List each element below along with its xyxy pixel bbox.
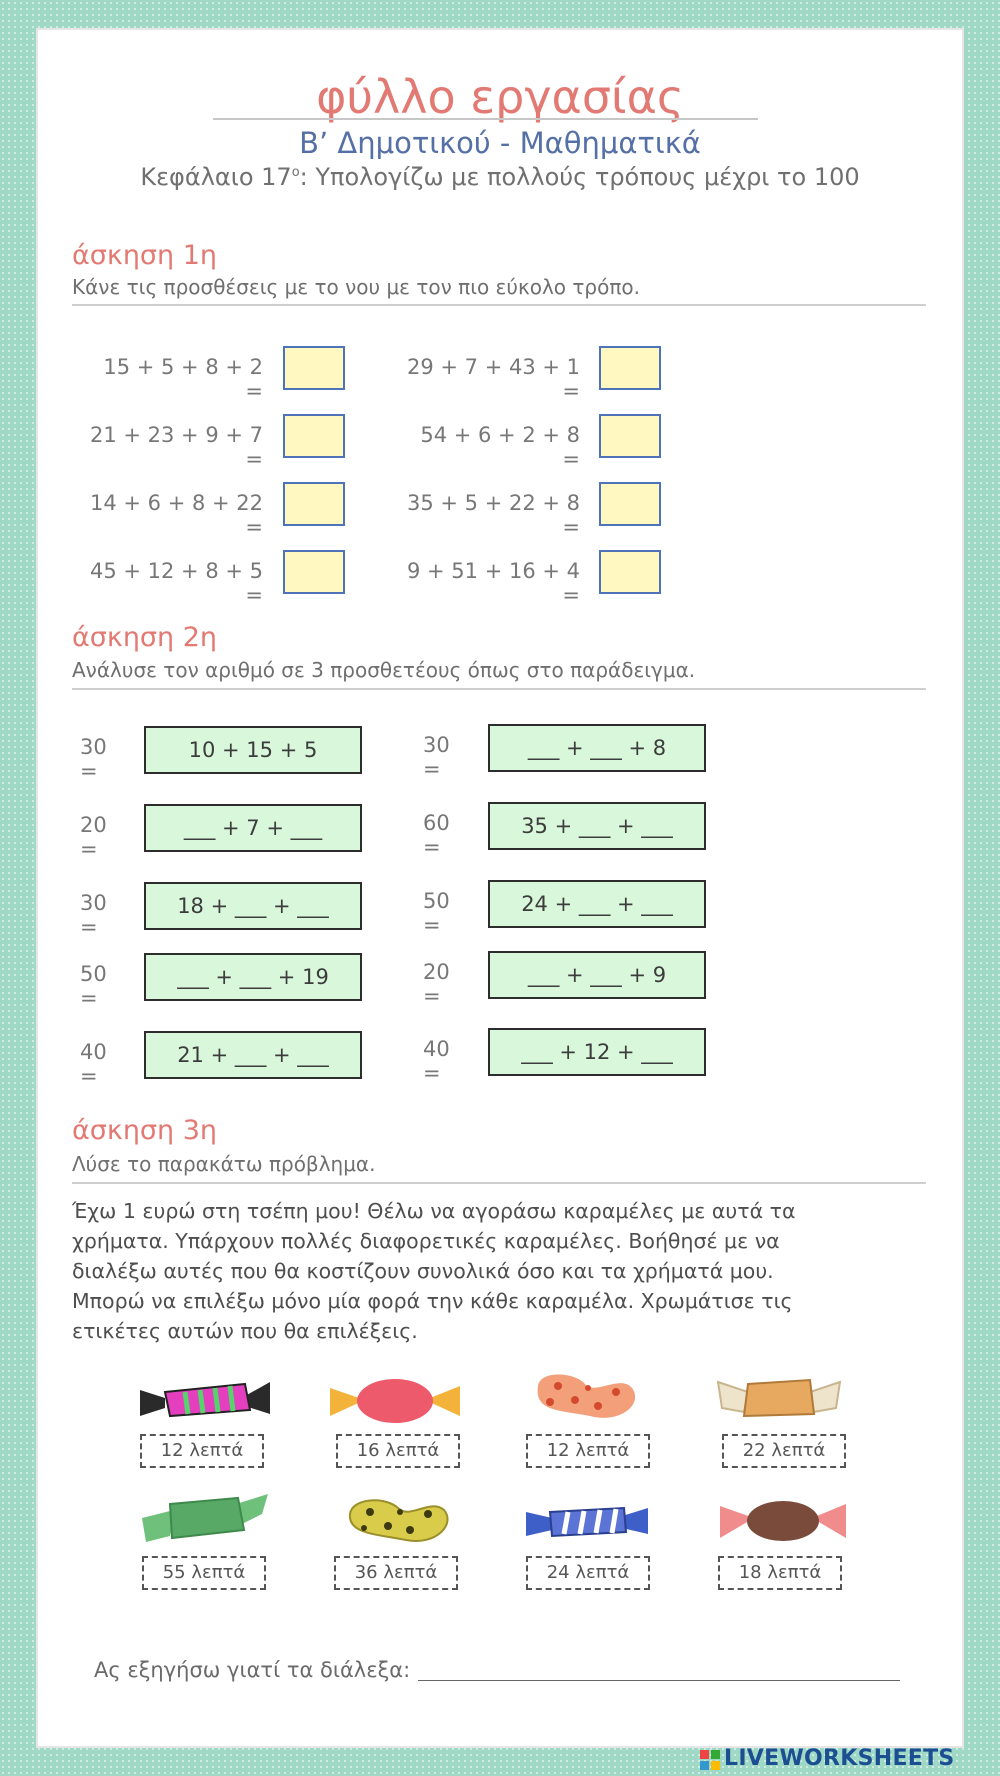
ex2-decomposition-box: 10 + 15 + 5 (144, 726, 362, 774)
jellybean-candy-icon (520, 1366, 650, 1424)
ex1-equation: 29 + 7 + 43 + 1 = (406, 355, 580, 403)
exercise-3-divider (72, 1182, 926, 1184)
ex2-number-label: 60 = (423, 811, 450, 859)
exercise-2-divider (72, 688, 926, 690)
liveworksheets-logo-icon (700, 1750, 720, 1770)
exercise-2-instruction: Ανάλυσε τον αριθμό σε 3 προσθετέους όπως στο παράδειγμα. (72, 658, 696, 682)
green-candy-icon (140, 1488, 270, 1546)
ex2-decomposition-box[interactable]: 21 + ___ + ___ (144, 1031, 362, 1079)
price-label[interactable]: 12 λεπτά (526, 1434, 650, 1468)
ex1-equation: 54 + 6 + 2 + 8 = (420, 423, 580, 471)
ex1-equation: 21 + 23 + 9 + 7 = (89, 423, 263, 471)
ex1-equation: 45 + 12 + 8 + 5 = (89, 559, 263, 607)
striped-candy-icon (140, 1370, 270, 1428)
ex1-answer-input[interactable] (599, 550, 661, 594)
ex2-number-label: 50 = (80, 962, 107, 1010)
ex2-number-label: 30 = (80, 735, 107, 783)
problem-line: Έχω 1 ευρώ στη τσέπη μου! Θέλω να αγοράσω καραμέλες με αυτά τα (72, 1199, 796, 1223)
ex2-number-label: 40 = (80, 1040, 107, 1088)
exercise-2-title: άσκηση 2η (72, 622, 218, 653)
ex1-answer-input[interactable] (283, 414, 345, 458)
ex1-answer-input[interactable] (599, 414, 661, 458)
chocolate-candy-icon (718, 1492, 848, 1550)
ex2-number-label: 20 = (80, 813, 107, 861)
yellow-jellybean-icon (340, 1490, 470, 1548)
chapter-line (38, 163, 962, 191)
ex2-decomposition-box[interactable]: ___ + 12 + ___ (488, 1028, 706, 1076)
ex1-answer-input[interactable] (283, 550, 345, 594)
price-label[interactable]: 24 λεπτά (526, 1556, 650, 1590)
chapter-prefix: Κεφάλαιο 17 (140, 163, 292, 191)
exercise-1-title: άσκηση 1η (72, 240, 218, 271)
ex1-answer-input[interactable] (599, 482, 661, 526)
ex2-number-label: 30 = (423, 733, 450, 781)
problem-line: διαλέξω αυτές που θα κοστίζουν συνολικά όσο και τα χρήματά μου. (72, 1259, 774, 1283)
ex2-number-label: 50 = (423, 889, 450, 937)
ex2-decomposition-box[interactable]: ___ + ___ + 19 (144, 953, 362, 1001)
ex2-decomposition-box[interactable]: ___ + 7 + ___ (144, 804, 362, 852)
title-underline (213, 118, 758, 120)
explanation-input[interactable] (418, 1680, 900, 1681)
ex2-decomposition-box[interactable]: 18 + ___ + ___ (144, 882, 362, 930)
wrapped-candy-icon (330, 1372, 460, 1430)
ex1-equation: 14 + 6 + 8 + 22 = (89, 491, 263, 539)
exercise-3-instruction: Λύσε το παρακάτω πρόβλημα. (72, 1152, 376, 1176)
price-label[interactable]: 36 λεπτά (334, 1556, 458, 1590)
exercise-3-title: άσκηση 3η (72, 1115, 218, 1146)
ex2-number-label: 20 = (423, 960, 450, 1008)
ex1-equation: 9 + 51 + 16 + 4 = (406, 559, 580, 607)
problem-paragraph (72, 1196, 862, 1346)
problem-line: ετικέτες αυτών που θα επιλέξεις. (72, 1319, 418, 1343)
ex2-number-label: 40 = (423, 1037, 450, 1085)
ex1-answer-input[interactable] (283, 482, 345, 526)
ex2-decomposition-box[interactable]: 24 + ___ + ___ (488, 880, 706, 928)
problem-line: Μπορώ να επιλέξω μόνο μία φορά την κάθε καραμέλα. Χρωμάτισε τις (72, 1289, 793, 1313)
ex2-decomposition-box[interactable]: 35 + ___ + ___ (488, 802, 706, 850)
ex2-decomposition-box[interactable]: ___ + ___ + 8 (488, 724, 706, 772)
problem-line: χρήματα. Υπάρχουν πολλές διαφορετικές καραμέλες. Βοήθησέ με να (72, 1229, 780, 1253)
liveworksheets-brand[interactable]: LIVEWORKSHEETS (724, 1746, 955, 1771)
price-label[interactable]: 55 λεπτά (142, 1556, 266, 1590)
price-label[interactable]: 12 λεπτά (140, 1434, 264, 1468)
price-label[interactable]: 16 λεπτά (336, 1434, 460, 1468)
price-label[interactable]: 18 λεπτά (718, 1556, 842, 1590)
ex1-answer-input[interactable] (599, 346, 661, 390)
explanation-label: Ας εξηγήσω γιατί τα διάλεξα: (94, 1658, 411, 1682)
ex1-answer-input[interactable] (283, 346, 345, 390)
blue-striped-candy-icon (522, 1494, 652, 1552)
worksheet-page (36, 28, 964, 1748)
caramel-candy-icon (714, 1368, 844, 1426)
chapter-suffix: : Υπολογίζω με πολλούς τρόπους μέχρι το 100 (299, 163, 860, 191)
exercise-1-instruction: Κάνε τις προσθέσεις με το νου με τον πιο εύκολο τρόπο. (72, 275, 640, 299)
price-label[interactable]: 22 λεπτά (722, 1434, 846, 1468)
chapter-sup: ο (291, 165, 300, 180)
worksheet-title: φύλλο εργασίας (316, 70, 684, 124)
ex1-equation: 15 + 5 + 8 + 2 = (103, 355, 263, 403)
ex2-number-label: 30 = (80, 891, 107, 939)
worksheet-subtitle: Β’ Δημοτικού - Μαθηματικά (299, 126, 701, 160)
exercise-1-divider (72, 304, 926, 306)
ex1-equation: 35 + 5 + 22 + 8 = (406, 491, 580, 539)
ex2-decomposition-box[interactable]: ___ + ___ + 9 (488, 951, 706, 999)
